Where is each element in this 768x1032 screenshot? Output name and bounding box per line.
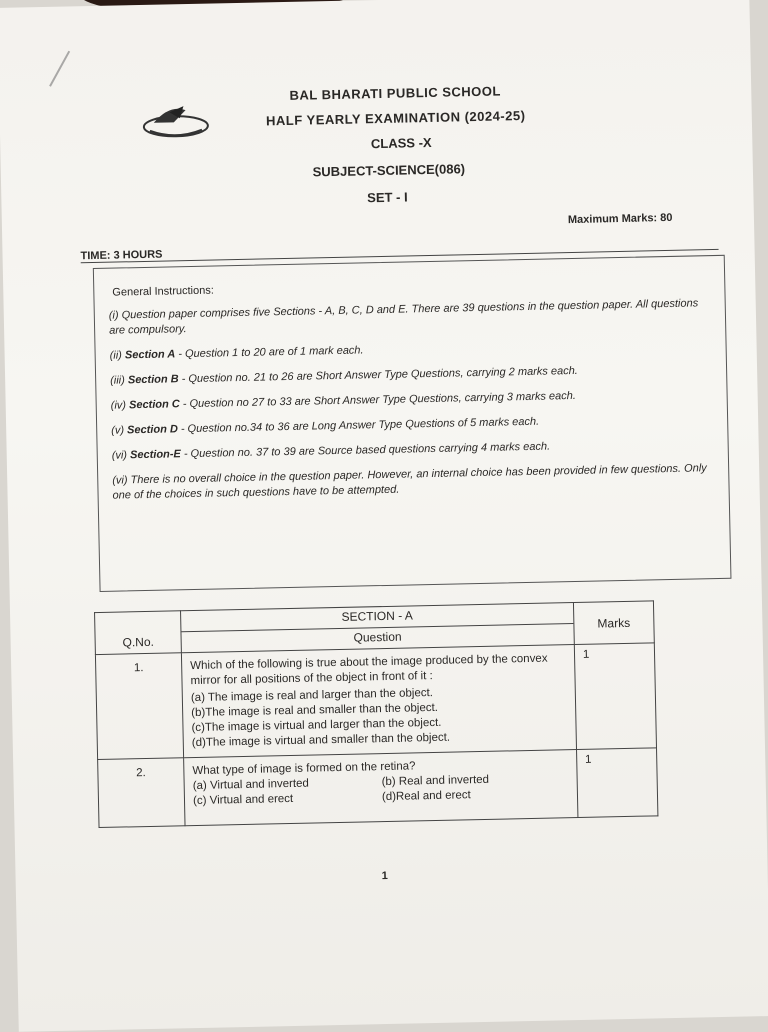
option: (c) Virtual and erect: [192, 792, 294, 808]
option: (a) Virtual and inverted: [192, 777, 310, 793]
table-row: [95, 643, 656, 760]
question-cell: [181, 645, 576, 758]
instruction-text: - Question no.34 to 36 are Long Answer Type Questions of 5 marks each.: [177, 415, 540, 436]
instruction-text: - Question 1 to 20 are of 1 mark each.: [175, 344, 364, 361]
option: (d)Real and erect: [381, 789, 471, 804]
instruction-number: (ii): [109, 349, 123, 362]
instruction-section: Section B: [127, 373, 179, 387]
instruction-text: Question paper comprises five Sections - A, B, C, D and E. There are 39 questions in the question paper. All questions are compulsory.: [109, 297, 699, 337]
questions-table: [94, 600, 658, 828]
instruction-text: There is no overall choice in the question paper. However, an internal choice has been provided in few questions. Only one of the choices in such questions have to be attempted.: [112, 462, 707, 502]
question-marks: 1: [574, 643, 656, 750]
question-number: 2.: [98, 758, 185, 828]
page-number: 1: [381, 870, 388, 883]
option: (a) The image is real and larger than the object.: [190, 687, 434, 705]
instruction-number: (v): [111, 424, 125, 437]
col-marks-header: Marks: [573, 601, 654, 645]
option: (d)The image is virtual and smaller than the object.: [191, 731, 451, 750]
subject-label: SUBJECT-SCIENCE(086): [312, 161, 466, 180]
section-label: SECTION - A: [181, 603, 573, 632]
exam-title: HALF YEARLY EXAMINATION (2024-25): [265, 107, 526, 129]
school-name: BAL BHARATI PUBLIC SCHOOL: [289, 83, 502, 103]
time-label: TIME: 3 HOURS: [80, 248, 163, 263]
class-label: CLASS -X: [370, 134, 432, 152]
question-stem: What type of image is formed on the retina?: [192, 760, 416, 778]
instruction-number: (vi): [111, 449, 128, 462]
question-stem: Which of the following is true about the image produced by the convex mirror for all positions of the object in front of it :: [190, 652, 548, 688]
option: (b) Real and inverted: [381, 773, 490, 789]
instruction-item: [111, 386, 715, 414]
question-marks: 1: [576, 748, 658, 818]
question-number: 1.: [95, 653, 183, 760]
table-row: [98, 748, 658, 828]
instructions-title: General Instructions:: [112, 284, 214, 299]
col-qno-header: Q.No.: [95, 611, 182, 655]
set-label: SET - I: [367, 189, 408, 206]
max-marks-label: Maximum Marks: 80: [567, 211, 673, 227]
option: (c)The image is virtual and larger than the object.: [191, 716, 442, 735]
instruction-item: [110, 361, 714, 389]
options-list: [191, 683, 570, 751]
instruction-section: Section D: [126, 423, 178, 437]
instruction-number: (iii): [110, 374, 125, 387]
instruction-number: (iv): [110, 399, 127, 412]
exam-header: [0, 78, 753, 213]
instruction-item: [112, 461, 716, 504]
instruction-text: - Question no 27 to 33 are Short Answer Type Questions, carrying 3 marks each.: [179, 389, 577, 411]
instruction-number: (vi): [112, 474, 128, 487]
instruction-item: [110, 336, 714, 364]
instruction-item: [111, 411, 715, 439]
instruction-item: [112, 436, 716, 464]
instructions-box: [93, 255, 732, 592]
instruction-section: Section-E: [129, 448, 181, 462]
instruction-number: (i): [108, 309, 119, 322]
option: (b)The image is real and smaller than the object.: [191, 701, 439, 720]
instruction-section: Section A: [124, 348, 176, 362]
instruction-section: Section C: [128, 398, 180, 412]
question-cell: [184, 750, 578, 826]
instruction-text: - Question no. 37 to 39 are Source based questions carrying 4 marks each.: [180, 440, 551, 461]
instruction-item: [109, 296, 713, 339]
pencil-mark: [49, 51, 70, 87]
instruction-text: - Question no. 21 to 26 are Short Answer Type Questions, carrying 2 marks each.: [178, 364, 578, 386]
question-label: Question: [353, 629, 402, 645]
instructions-list: [109, 296, 717, 514]
